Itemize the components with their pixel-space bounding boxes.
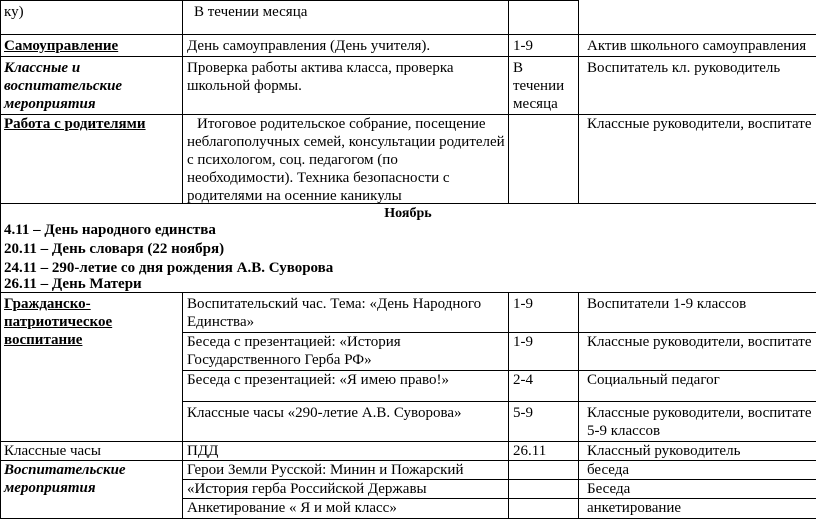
classes-cell: В течении месяца — [513, 60, 565, 112]
month-date: 26.11 – День Матери — [4, 276, 142, 292]
event-cell: «История герба Российской Державы — [187, 481, 427, 497]
rule — [182, 401, 816, 402]
classes-cell: 1-9 — [513, 38, 533, 54]
section-patriotic: Гражданско-патриотическое воспитание — [4, 296, 113, 348]
responsible-cell: Беседа — [587, 481, 631, 497]
rule — [578, 292, 579, 519]
rule — [182, 0, 183, 203]
classes-cell: 1-9 — [513, 334, 533, 350]
classes-cell: 5-9 — [513, 405, 533, 421]
responsible-cell: Классные руководители, воспитате — [587, 116, 812, 132]
classes-cell: 26.11 — [513, 443, 547, 459]
section-educational: Воспитательские мероприятия — [4, 462, 126, 496]
top-row-cell-2: В течении месяца — [194, 4, 308, 20]
responsible-cell: Классные руководители, воспитате — [587, 334, 812, 350]
section-parents: Работа с родителями — [4, 116, 146, 132]
responsible-cell: Классные руководители, воспитате — [587, 405, 812, 421]
month-title: Ноябрь — [384, 206, 432, 221]
responsible-cell-line2: 5-9 классов — [587, 423, 661, 439]
month-date: 24.11 – 290-летие со дня рождения А.В. Суворова — [4, 260, 334, 276]
event-cell: День самоуправления (День учителя). — [187, 38, 431, 54]
section-self-government: Самоуправление — [4, 38, 119, 54]
responsible-cell: анкетирование — [587, 500, 682, 516]
responsible-cell: Воспитатель кл. руководитель — [587, 60, 781, 76]
classes-cell: 1-9 — [513, 296, 533, 312]
month-date: 20.11 – День словаря (22 ноября) — [4, 241, 225, 257]
event-cell: Проверка работы актива класса, проверка школьной формы. — [187, 60, 454, 94]
section-class-hours: Классные часы — [4, 443, 101, 459]
event-cell: Воспитательский час. Тема: «День Народного Единства» — [187, 296, 482, 330]
event-cell: Беседа с презентацией: «Я имею право!» — [187, 372, 449, 388]
rule — [0, 0, 578, 1]
event-cell: Герои Земли Русской: Минин и Пожарский — [187, 462, 464, 478]
rule — [508, 292, 509, 519]
responsible-cell: Актив школьного самоуправления — [587, 38, 807, 54]
responsible-cell: Социальный педагог — [587, 372, 720, 388]
event-cell: Итоговое родительское собрание, посещение неблагополучных семей, консультации родителей с психологом, соц. педагогом (по необходимости). Техника безопасности с родителями на осенние каникулы — [187, 116, 505, 204]
responsible-cell: беседа — [587, 462, 630, 478]
event-cell: Анкетирование « Я и мой класс» — [187, 500, 397, 516]
rule — [0, 0, 1, 519]
rule — [182, 292, 183, 519]
rule — [0, 56, 816, 57]
classes-cell: 2-4 — [513, 372, 533, 388]
responsible-cell: Классный руководитель — [587, 443, 741, 459]
rule — [0, 34, 816, 35]
event-cell: Беседа с презентацией: «История Государственного Герба РФ» — [187, 334, 401, 368]
rule — [508, 0, 509, 203]
responsible-cell: Воспитатели 1-9 классов — [587, 296, 747, 312]
section-class-events: Классные и воспитательские мероприятия — [4, 60, 123, 112]
rule — [578, 0, 579, 203]
event-cell: ПДД — [187, 443, 219, 459]
top-row-cell-1: ку) — [4, 4, 24, 20]
event-cell: Классные часы «290-летие А.В. Суворова» — [187, 405, 462, 421]
month-date: 4.11 – День народного единства — [4, 222, 216, 238]
